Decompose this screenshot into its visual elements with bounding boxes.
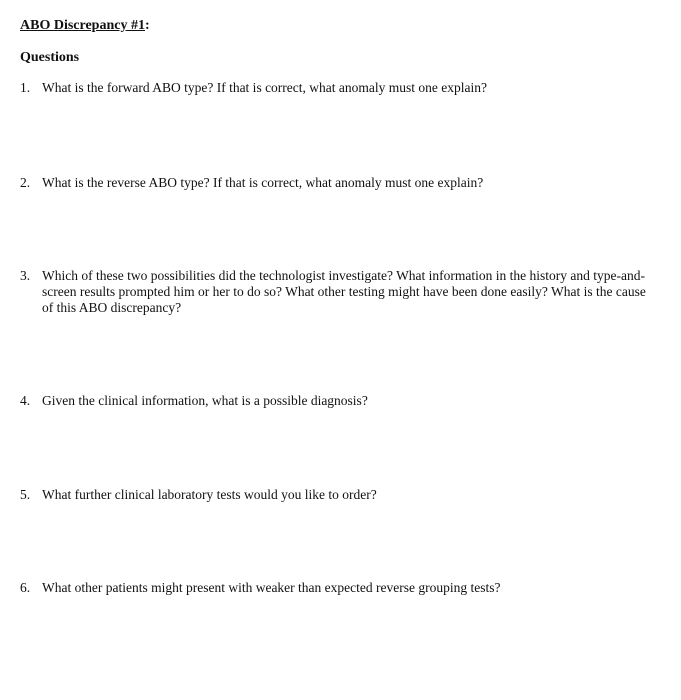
question-text: What is the reverse ABO type? If that is correct, what anomaly must one explain? [42,175,484,190]
question-text: Which of these two possibilities did the technologist investigate? What information in the history and type-and-screen results prompted him or her to do so? What other testing might have been done easily? What is the cause of this ABO discrepancy? [42,268,646,315]
document-title [20,17,150,35]
question-item [20,268,660,316]
question-number: 5. [20,487,31,502]
section-heading-questions: Questions [20,50,80,65]
question-item [20,393,660,409]
question-item [20,487,660,503]
question-item [20,580,660,596]
question-number: 3. [20,268,31,283]
question-text: What further clinical laboratory tests would you like to order? [42,487,377,502]
question-item [20,175,660,191]
question-number: 4. [20,393,31,408]
question-text: Given the clinical information, what is a possible diagnosis? [42,393,368,408]
question-text: What other patients might present with weaker than expected reverse grouping tests? [42,580,501,595]
document-title-colon: : [144,18,150,33]
document-title-text: ABO Discrepancy #1 [20,18,145,33]
question-item [20,80,660,96]
question-text: What is the forward ABO type? If that is correct, what anomaly must one explain? [42,80,487,95]
question-number: 2. [20,175,31,190]
question-number: 6. [20,580,31,595]
question-number: 1. [20,80,31,95]
